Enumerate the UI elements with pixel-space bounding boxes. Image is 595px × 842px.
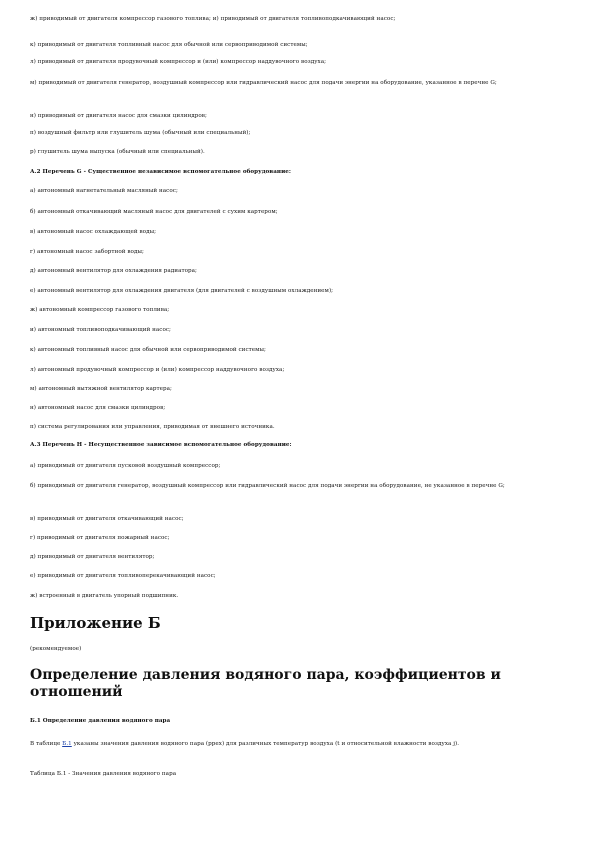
- list-item: л) приводимый от двигателя продувочный компрессор и (или) компрессор наддувочного воздуха;: [30, 59, 327, 65]
- appendix-title: Приложение Б: [30, 614, 161, 632]
- list-item: б) приводимый от двигателя генератор, воздушный компрессор или гидравлический насос для подачи энергии на оборудование, не указанное в перечне G;: [30, 483, 505, 489]
- section-heading-g: А.2 Перечень G - Существенное независимое вспомогательное оборудование:: [30, 169, 291, 175]
- list-item: п) система регулирования или управления, приводимая от внешнего источника.: [30, 424, 275, 430]
- list-item: е) автономный вентилятор для охлаждения двигателя (для двигателей с воздушным охлаждением);: [30, 288, 334, 294]
- list-item: ж) встроенный в двигатель упорный подшипник.: [30, 593, 179, 599]
- table-caption: Таблица Б.1 - Значения давления водяного пара: [30, 771, 177, 777]
- list-item: н) автономный насос для смазки цилиндров;: [30, 405, 166, 411]
- table-reference-link[interactable]: Б.1: [62, 741, 72, 747]
- list-item: ж) автономный компрессор газового топлива;: [30, 307, 170, 313]
- list-item: а) приводимый от двигателя пусковой воздушный компрессор;: [30, 463, 221, 469]
- list-item: г) приводимый от двигателя пожарный насос;: [30, 535, 170, 541]
- section-heading-h: А.3 Перечень Н - Несущественное зависимое вспомогательное оборудование:: [30, 442, 292, 448]
- list-item: б) автономный откачивающий масляный насос для двигателей с сухим картером;: [30, 209, 278, 215]
- list-item: л) автономный продувочный компрессор и (или) компрессор наддувочного воздуха;: [30, 367, 285, 373]
- list-item: к) приводимый от двигателя топливный насос для обычной или сервоприводимой системы;: [30, 42, 308, 48]
- list-item: н) приводимый от двигателя насос для смазки цилиндров;: [30, 113, 207, 119]
- appendix-heading: Определение давления водяного пара, коэффициентов и отношений: [30, 667, 501, 700]
- list-item: р) глушитель шума выпуска (обычный или специальный).: [30, 149, 205, 155]
- list-item: м) приводимый от двигателя генератор, воздушный компрессор или гидравлический насос для подачи энергии на оборудование, указанное в перечне G;: [30, 80, 497, 86]
- list-item: п) воздушный фильтр или глушитель шума (обычный или специальный);: [30, 130, 251, 136]
- list-item: м) автономный вытяжной вентилятор картера;: [30, 386, 172, 392]
- subsection-heading: Б.1 Определение давления водяного пара: [30, 718, 171, 724]
- list-item: д) автономный вентилятор для охлаждения радиатора;: [30, 268, 197, 274]
- list-item: и) автономный топливоподкачивающий насос;: [30, 327, 171, 333]
- paragraph: [30, 740, 565, 748]
- appendix-status: (рекомендуемое): [30, 646, 82, 652]
- list-item: а) автономный нагнетательный масляный насос;: [30, 188, 178, 194]
- paragraph-text-end: указаны значения давления водяного пара (pрех) для различных температур воздуха (t и относительной влажности воздуха j).: [71, 741, 460, 747]
- list-item: е) приводимый от двигателя топливоперекачивающий насос;: [30, 573, 216, 579]
- list-item: в) автономный насос охлаждающей воды;: [30, 229, 157, 235]
- list-item: г) автономный насос забортной воды;: [30, 249, 144, 255]
- paragraph-text-start: В таблице: [30, 741, 63, 747]
- list-item: к) автономный топливный насос для обычной или сервоприводимой системы;: [30, 347, 266, 353]
- list-item: ж) приводимый от двигателя компрессор газового топлива; и) приводимый от двигателя топливоподкачивающий насос;: [30, 16, 396, 22]
- list-item: в) приводимый от двигателя откачивающий насос;: [30, 516, 184, 522]
- list-item: д) приводимый от двигателя вентилятор;: [30, 554, 155, 560]
